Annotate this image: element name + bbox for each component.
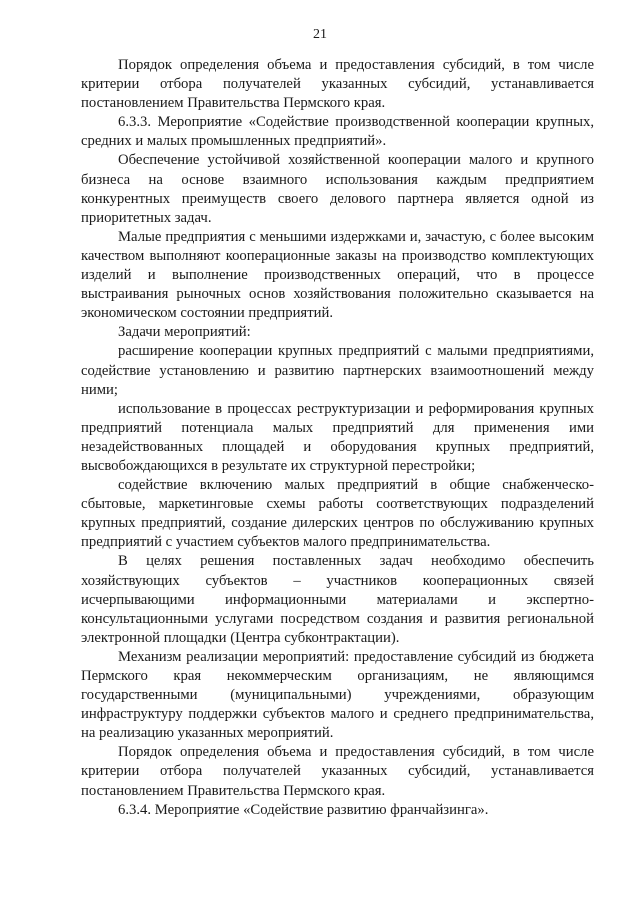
paragraph-tasks-heading: Задачи мероприятий: xyxy=(118,324,251,341)
paragraph-task-restructuring: использование в процессах реструктуризации и реформирования крупных предприятий потенциала малых предприятий для применения ими незадействованных площадей и оборудования крупных предприятий, высвобождающихся в результате их структурной перестройки; xyxy=(81,400,594,474)
document-body xyxy=(81,56,594,820)
paragraph-subsidy-procedure: Порядок определения объема и предоставления субсидий, в том числе критерии отбора получателей указанных субсидий, устанавливается постановлением Правительства Пермского края. xyxy=(81,57,594,112)
paragraph-information-support: В целях решения поставленных задач необходимо обеспечить хозяйствующих субъектов – участников кооперационных связей исчерпывающими информационными материалами и экспертно-консультационными услугами посредством создания и развития региональной электронной площадки (Центра субконтрактации). xyxy=(81,553,594,646)
paragraph-subsidy-procedure-repeat: Порядок определения объема и предоставления субсидий, в том числе критерии отбора получателей указанных субсидий, устанавливается постановлением Правительства Пермского края. xyxy=(81,744,594,799)
section-heading-6-3-3: 6.3.3. Мероприятие «Содействие производственной кооперации крупных, средних и малых промышленных предприятий». xyxy=(81,114,594,150)
paragraph-small-enterprises: Малые предприятия с меньшими издержками и, зачастую, с более высоким качеством выполняют кооперационные заказы на производство комплектующих изделий и выполнение производственных операций, что в процессе выстраивания рыночных основ хозяйствования положительно сказывается на экономическом состоянии предприятий. xyxy=(81,228,594,322)
paragraph-task-supply-chain: содействие включению малых предприятий в общие снабженческо-сбытовые, маркетинговые схемы работы соответствующих подразделений крупных предприятий, создание дилерских центров по обслуживанию крупных предприятий с участием субъектов малого предпринимательства. xyxy=(81,477,594,551)
paragraph-task-expansion: расширение кооперации крупных предприятий с малыми предприятиями, содействие установлению и развитию партнерских взаимоотношений между ними; xyxy=(81,343,594,398)
paragraph-cooperation: Обеспечение устойчивой хозяйственной кооперации малого и крупного бизнеса на основе взаимного использования каждым предприятием конкурентных преимуществ своего делового партнера является одной из приоритетных задач. xyxy=(81,152,594,226)
page-number: 21 xyxy=(313,27,327,42)
paragraph-mechanism: Механизм реализации мероприятий: предоставление субсидий из бюджета Пермского края некоммерческим организациям, не являющимся государственными (муниципальными) учреждениями, образующим инфраструктуру поддержки субъектов малого и среднего предпринимательства, на реализацию указанных мероприятий. xyxy=(81,648,594,742)
section-heading-6-3-4: 6.3.4. Мероприятие «Содействие развитию франчайзинга». xyxy=(118,801,489,818)
